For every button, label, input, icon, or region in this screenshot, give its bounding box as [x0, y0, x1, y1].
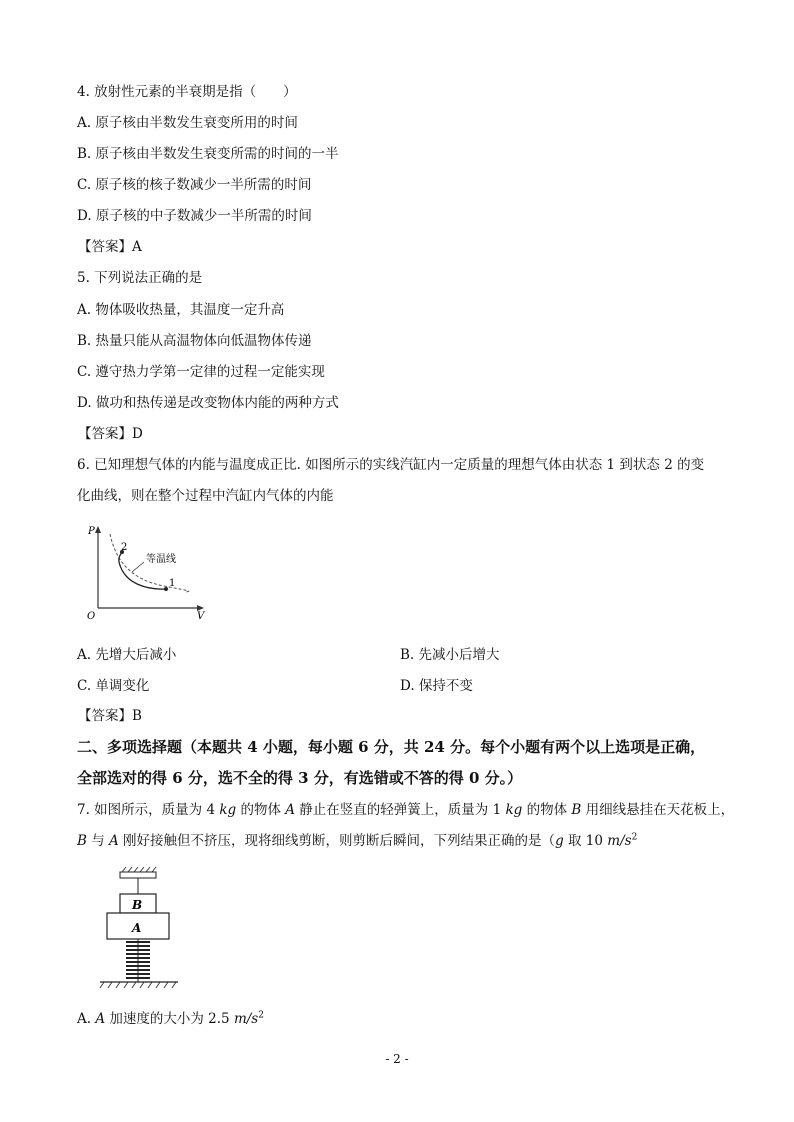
page-number: - 2 - [385, 1052, 409, 1066]
q4-stem: 4. 放射性元素的半衰期是指（ ） [77, 84, 297, 100]
section2-heading-line1: 二、多项选择题（本题共 4 小题，每小题 6 分，共 24 分。每个小题有两个以上选项是正确， [77, 738, 706, 756]
q6-option-b: B. 先减小后增大 [400, 647, 500, 663]
q6-option-d: D. 保持不变 [400, 678, 473, 694]
q4-option-c: C. 原子核的核子数减少一半所需的时间 [77, 177, 312, 193]
q6-option-a: A. 先增大后减小 [77, 647, 177, 663]
q5-answer: 【答案】D [78, 426, 143, 442]
q6-answer: 【答案】B [78, 708, 142, 724]
isotherm-pointer [132, 562, 144, 572]
q7-stem-line1: 7. 如图所示，质量为 4 kg 的物体 A 静止在竖直的轻弹簧上，质量为 1 kg 的物体 B 用细线悬挂在天花板上， [77, 802, 735, 818]
q5-option-a: A. 物体吸收热量，其温度一定升高 [77, 302, 285, 318]
q7-stem-line2: B 与 A 刚好接触但不挤压，现将细线剪断，则剪断后瞬间，下列结果正确的是（g 取 10 $m/s^2$ [77, 832, 638, 849]
state-2-label: 2 [121, 542, 128, 553]
pv-diagram [84, 522, 224, 620]
q6-stem-line1: 6. 已知理想气体的内能与温度成正比. 如图所示的实线汽缸内一定质量的理想气体由状态 1 到状态 2 的变 [77, 457, 705, 473]
q5-option-d: D. 做功和热传递是改变物体内能的两种方式 [77, 395, 339, 411]
state-1-label: 1 [169, 578, 176, 589]
origin-label: O [87, 611, 96, 620]
q5-option-c: C. 遵守热力学第一定律的过程一定能实现 [77, 364, 325, 380]
q7-option-a: A. A 加速度的大小为 2.5 $m/s^2$ [77, 1010, 264, 1027]
q5-stem: 5. 下列说法正确的是 [77, 270, 203, 286]
q4-option-b: B. 原子核由半数发生衰变所需的时间的一半 [77, 146, 339, 162]
q5-option-b: B. 热量只能从高温物体向低温物体传递 [77, 333, 312, 349]
q4-answer: 【答案】A [78, 239, 142, 255]
block-a-label: A [132, 921, 142, 935]
v-axis-label: V [197, 611, 205, 620]
q4-option-a: A. 原子核由半数发生衰变所用的时间 [77, 115, 298, 131]
q6-option-c: C. 单调变化 [77, 678, 150, 694]
p-axis-label: P [88, 526, 95, 537]
q4-option-d: D. 原子核的中子数减少一半所需的时间 [77, 208, 312, 224]
q6-stem-line2: 化曲线，则在整个过程中汽缸内气体的内能 [77, 488, 334, 504]
block-b-label: B [132, 898, 143, 912]
section2-heading-line2: 全部选对的得 6 分，选不全的得 3 分，有选错或不答的得 0 分。） [77, 769, 523, 787]
ceiling [120, 872, 156, 878]
state-1-point [164, 587, 168, 591]
spring-block-diagram [96, 866, 182, 1008]
isotherm-label: 等温线 [146, 554, 176, 565]
